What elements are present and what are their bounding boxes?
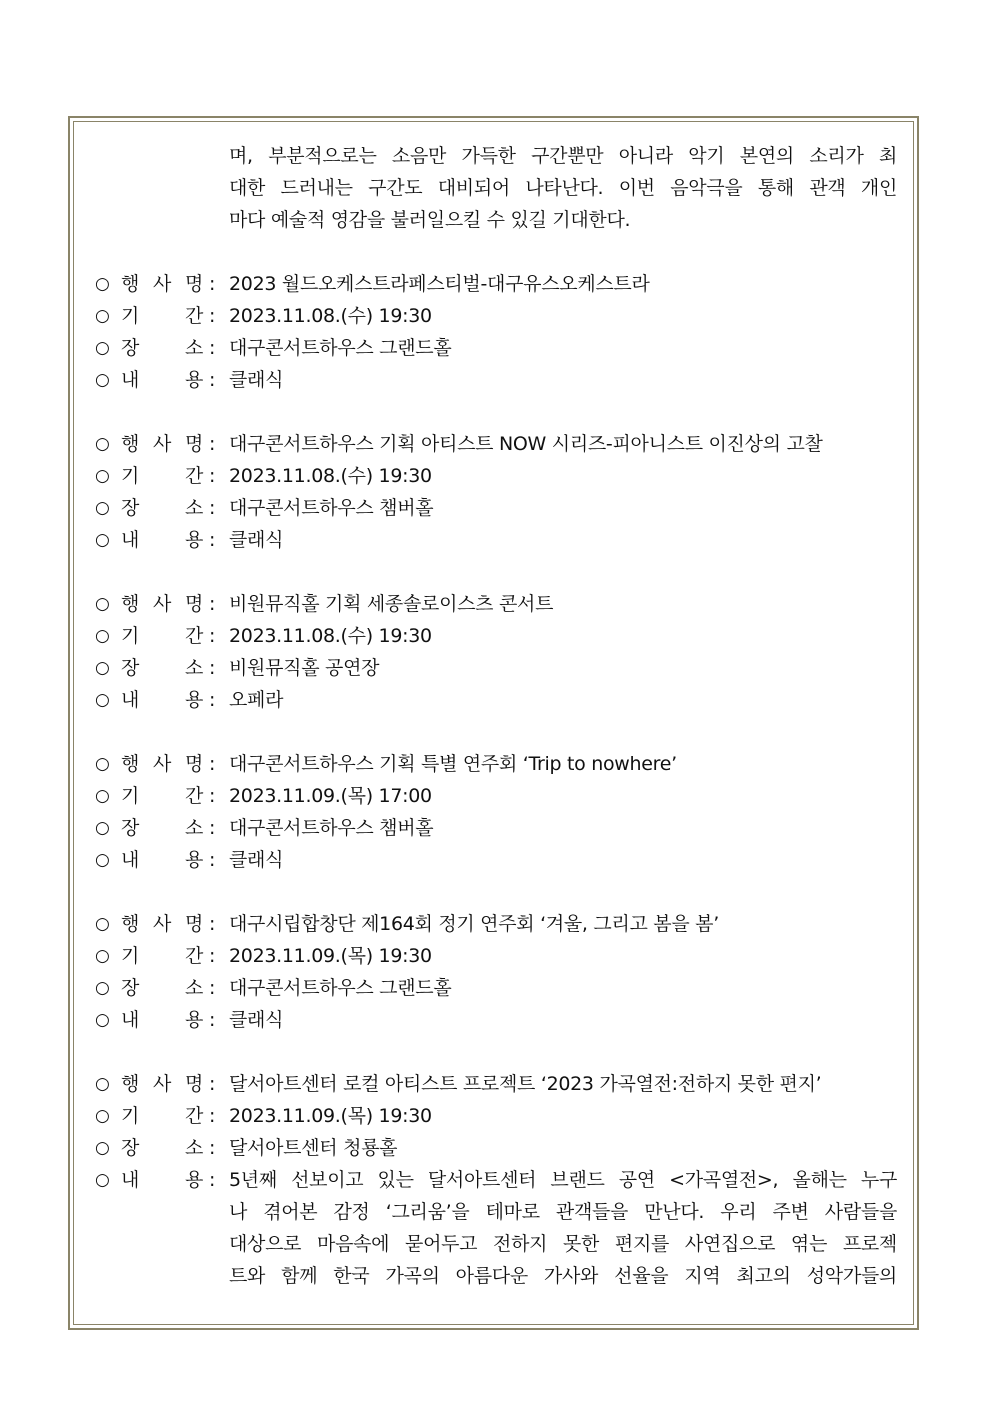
- label-char: 간: [184, 625, 203, 647]
- colon-separator: :: [209, 497, 216, 519]
- label-char: 행: [121, 273, 140, 295]
- colon-separator: :: [209, 433, 216, 455]
- colon-separator: :: [209, 817, 216, 839]
- circle-bullet-icon: ○: [95, 946, 110, 966]
- label-char: 용: [184, 1009, 203, 1031]
- label-char: 기: [121, 305, 140, 327]
- label-char: 기: [121, 465, 140, 487]
- event-place-label: [121, 652, 209, 684]
- intro-paragraph: [229, 140, 897, 236]
- label-char: 행: [121, 1073, 140, 1095]
- circle-bullet-icon: ○: [95, 370, 110, 390]
- event-name-row: [95, 908, 897, 940]
- circle-bullet-icon: ○: [95, 1010, 110, 1030]
- label-char: 행: [121, 753, 140, 775]
- label-char: 용: [184, 1169, 203, 1191]
- event-name-label: [121, 1068, 209, 1100]
- colon-separator: :: [209, 785, 216, 807]
- colon-separator: :: [209, 657, 216, 679]
- label-char: 간: [184, 1105, 203, 1127]
- event-content-label: [121, 1004, 209, 1036]
- event-content-row: [95, 1164, 897, 1292]
- circle-bullet-icon: ○: [95, 306, 110, 326]
- label-char: 장: [121, 497, 140, 519]
- label-char: 소: [184, 657, 203, 679]
- colon-separator: :: [209, 1105, 216, 1127]
- circle-bullet-icon: ○: [95, 338, 110, 358]
- intro-line: 대한 드러내는 구간도 대비되어 나타난다. 이번 음악극을 통해 관객 개인: [229, 177, 897, 199]
- label-char: 간: [184, 785, 203, 807]
- circle-bullet-icon: ○: [95, 754, 110, 774]
- event-period-row: [95, 460, 897, 492]
- event-content-value: 클래식: [229, 529, 284, 551]
- label-char: 장: [121, 1137, 140, 1159]
- label-char: 소: [184, 497, 203, 519]
- label-char: 용: [184, 529, 203, 551]
- circle-bullet-icon: ○: [95, 1138, 110, 1158]
- event-period-value: 2023.11.09.(목) 17:00: [229, 785, 432, 807]
- label-char: 내: [121, 369, 140, 391]
- event-name-value: 비원뮤직홀 기획 세종솔로이스츠 콘서트: [229, 593, 554, 615]
- event-block: [95, 268, 897, 396]
- event-place-row: [95, 652, 897, 684]
- event-block: [95, 428, 897, 556]
- circle-bullet-icon: ○: [95, 690, 110, 710]
- colon-separator: :: [209, 369, 216, 391]
- event-content-row: [95, 844, 897, 876]
- event-name-value: 대구콘서트하우스 기획 아티스트 NOW 시리즈-피아니스트 이진상의 고찰: [229, 433, 823, 455]
- circle-bullet-icon: ○: [95, 658, 110, 678]
- label-char: 사: [152, 593, 172, 615]
- event-place-label: [121, 332, 209, 364]
- event-block: [95, 1068, 897, 1292]
- intro-line: 며, 부분적으로는 소음만 가득한 구간뿐만 아니라 악기 본연의 소리가 최: [229, 145, 897, 167]
- event-content-value: [229, 1164, 897, 1292]
- label-char: 명: [184, 593, 203, 615]
- event-block: [95, 588, 897, 716]
- label-char: 내: [121, 1009, 140, 1031]
- label-char: 간: [184, 305, 203, 327]
- event-content-value: 클래식: [229, 1009, 284, 1031]
- event-place-value: 비원뮤직홀 공연장: [229, 657, 380, 679]
- event-place-row: [95, 1132, 897, 1164]
- label-char: 명: [184, 753, 203, 775]
- label-char: 명: [184, 433, 203, 455]
- event-content-value: 오페라: [229, 689, 284, 711]
- circle-bullet-icon: ○: [95, 786, 110, 806]
- event-content-line: 트와 함께 한국 가곡의 아름다운 가사와 선율을 지역 최고의 성악가들의: [229, 1265, 897, 1287]
- label-char: 용: [184, 689, 203, 711]
- label-char: 명: [184, 913, 203, 935]
- label-char: 용: [184, 369, 203, 391]
- circle-bullet-icon: ○: [95, 978, 110, 998]
- event-place-value: 대구콘서트하우스 그랜드홀: [229, 337, 452, 359]
- colon-separator: :: [209, 305, 216, 327]
- event-content-line: 대상으로 마음속에 묻어두고 전하지 못한 편지를 사연집으로 엮는 프로젝: [229, 1233, 897, 1255]
- event-content-line: 나 겪어본 감정 ‘그리움’을 테마로 관객들을 만난다. 우리 주변 사람들을: [229, 1201, 897, 1223]
- label-char: 장: [121, 977, 140, 999]
- label-char: 장: [121, 337, 140, 359]
- event-content-row: [95, 1004, 897, 1036]
- event-name-value: 대구콘서트하우스 기획 특별 연주회 ‘Trip to nowhere’: [229, 753, 677, 775]
- circle-bullet-icon: ○: [95, 274, 110, 294]
- colon-separator: :: [209, 1169, 216, 1191]
- label-char: 소: [184, 977, 203, 999]
- event-period-row: [95, 1100, 897, 1132]
- circle-bullet-icon: ○: [95, 850, 110, 870]
- colon-separator: :: [209, 945, 216, 967]
- event-period-value: 2023.11.08.(수) 19:30: [229, 625, 432, 647]
- label-char: 명: [184, 273, 203, 295]
- event-name-label: [121, 748, 209, 780]
- event-place-label: [121, 812, 209, 844]
- event-name-label: [121, 588, 209, 620]
- label-char: 소: [184, 817, 203, 839]
- colon-separator: :: [209, 689, 216, 711]
- circle-bullet-icon: ○: [95, 530, 110, 550]
- event-place-value: 달서아트센터 청룡홀: [229, 1137, 398, 1159]
- event-place-row: [95, 492, 897, 524]
- event-name-value: 2023 월드오케스트라페스티벌-대구유스오케스트라: [229, 273, 650, 295]
- event-name-label: [121, 428, 209, 460]
- circle-bullet-icon: ○: [95, 1074, 110, 1094]
- event-content-label: [121, 1164, 209, 1196]
- event-place-row: [95, 332, 897, 364]
- event-place-row: [95, 972, 897, 1004]
- event-period-label: [121, 1100, 209, 1132]
- event-period-row: [95, 940, 897, 972]
- event-place-label: [121, 492, 209, 524]
- colon-separator: :: [209, 1009, 216, 1031]
- circle-bullet-icon: ○: [95, 818, 110, 838]
- event-period-value: 2023.11.08.(수) 19:30: [229, 465, 432, 487]
- event-period-row: [95, 620, 897, 652]
- label-char: 기: [121, 945, 140, 967]
- colon-separator: :: [209, 273, 216, 295]
- circle-bullet-icon: ○: [95, 626, 110, 646]
- event-place-row: [95, 812, 897, 844]
- event-content-label: [121, 844, 209, 876]
- colon-separator: :: [209, 977, 216, 999]
- event-content-value: 클래식: [229, 849, 284, 871]
- event-period-value: 2023.11.09.(목) 19:30: [229, 945, 432, 967]
- event-place-value: 대구콘서트하우스 그랜드홀: [229, 977, 452, 999]
- label-char: 사: [152, 273, 172, 295]
- event-name-row: [95, 1068, 897, 1100]
- intro-line: 마다 예술적 영감을 불러일으킬 수 있길 기대한다.: [229, 209, 631, 231]
- event-period-label: [121, 460, 209, 492]
- colon-separator: :: [209, 849, 216, 871]
- label-char: 장: [121, 657, 140, 679]
- label-char: 사: [152, 913, 172, 935]
- circle-bullet-icon: ○: [95, 498, 110, 518]
- label-char: 행: [121, 593, 140, 615]
- event-period-label: [121, 940, 209, 972]
- event-name-row: [95, 748, 897, 780]
- colon-separator: :: [209, 913, 216, 935]
- label-char: 내: [121, 689, 140, 711]
- colon-separator: :: [209, 1137, 216, 1159]
- label-char: 사: [152, 433, 172, 455]
- event-period-row: [95, 780, 897, 812]
- event-name-row: [95, 588, 897, 620]
- colon-separator: :: [209, 337, 216, 359]
- label-char: 기: [121, 785, 140, 807]
- label-char: 내: [121, 529, 140, 551]
- colon-separator: :: [209, 529, 216, 551]
- colon-separator: :: [209, 465, 216, 487]
- label-char: 용: [184, 849, 203, 871]
- circle-bullet-icon: ○: [95, 914, 110, 934]
- event-content-row: [95, 364, 897, 396]
- event-content-row: [95, 524, 897, 556]
- event-place-value: 대구콘서트하우스 챔버홀: [229, 817, 434, 839]
- event-place-label: [121, 972, 209, 1004]
- colon-separator: :: [209, 753, 216, 775]
- event-period-label: [121, 620, 209, 652]
- document-body: [95, 140, 897, 1324]
- event-period-value: 2023.11.09.(목) 19:30: [229, 1105, 432, 1127]
- event-content-line: 5년째 선보이고 있는 달서아트센터 브랜드 공연 <가곡열전>, 올해는 누구: [229, 1169, 897, 1191]
- label-char: 사: [152, 753, 172, 775]
- event-content-label: [121, 524, 209, 556]
- event-place-value: 대구콘서트하우스 챔버홀: [229, 497, 434, 519]
- label-char: 사: [152, 1073, 172, 1095]
- event-period-label: [121, 780, 209, 812]
- label-char: 내: [121, 1169, 140, 1191]
- label-char: 행: [121, 913, 140, 935]
- label-char: 간: [184, 945, 203, 967]
- label-char: 내: [121, 849, 140, 871]
- circle-bullet-icon: ○: [95, 594, 110, 614]
- event-name-row: [95, 428, 897, 460]
- event-content-row: [95, 684, 897, 716]
- label-char: 명: [184, 1073, 203, 1095]
- circle-bullet-icon: ○: [95, 466, 110, 486]
- event-period-label: [121, 300, 209, 332]
- label-char: 간: [184, 465, 203, 487]
- event-list: [95, 268, 897, 1292]
- event-period-value: 2023.11.08.(수) 19:30: [229, 305, 432, 327]
- label-char: 기: [121, 1105, 140, 1127]
- colon-separator: :: [209, 593, 216, 615]
- label-char: 행: [121, 433, 140, 455]
- colon-separator: :: [209, 625, 216, 647]
- event-content-label: [121, 364, 209, 396]
- label-char: 소: [184, 337, 203, 359]
- event-name-row: [95, 268, 897, 300]
- event-name-label: [121, 908, 209, 940]
- event-period-row: [95, 300, 897, 332]
- event-block: [95, 748, 897, 876]
- label-char: 장: [121, 817, 140, 839]
- circle-bullet-icon: ○: [95, 1106, 110, 1126]
- event-name-label: [121, 268, 209, 300]
- event-content-label: [121, 684, 209, 716]
- event-name-value: 달서아트센터 로컬 아티스트 프로젝트 ‘2023 가곡열전:전하지 못한 편지’: [229, 1073, 822, 1095]
- label-char: 소: [184, 1137, 203, 1159]
- event-block: [95, 908, 897, 1036]
- circle-bullet-icon: ○: [95, 1170, 110, 1190]
- colon-separator: :: [209, 1073, 216, 1095]
- event-name-value: 대구시립합창단 제164회 정기 연주회 ‘겨울, 그리고 봄을 봄’: [229, 913, 719, 935]
- circle-bullet-icon: ○: [95, 434, 110, 454]
- event-place-label: [121, 1132, 209, 1164]
- event-content-value: 클래식: [229, 369, 284, 391]
- label-char: 기: [121, 625, 140, 647]
